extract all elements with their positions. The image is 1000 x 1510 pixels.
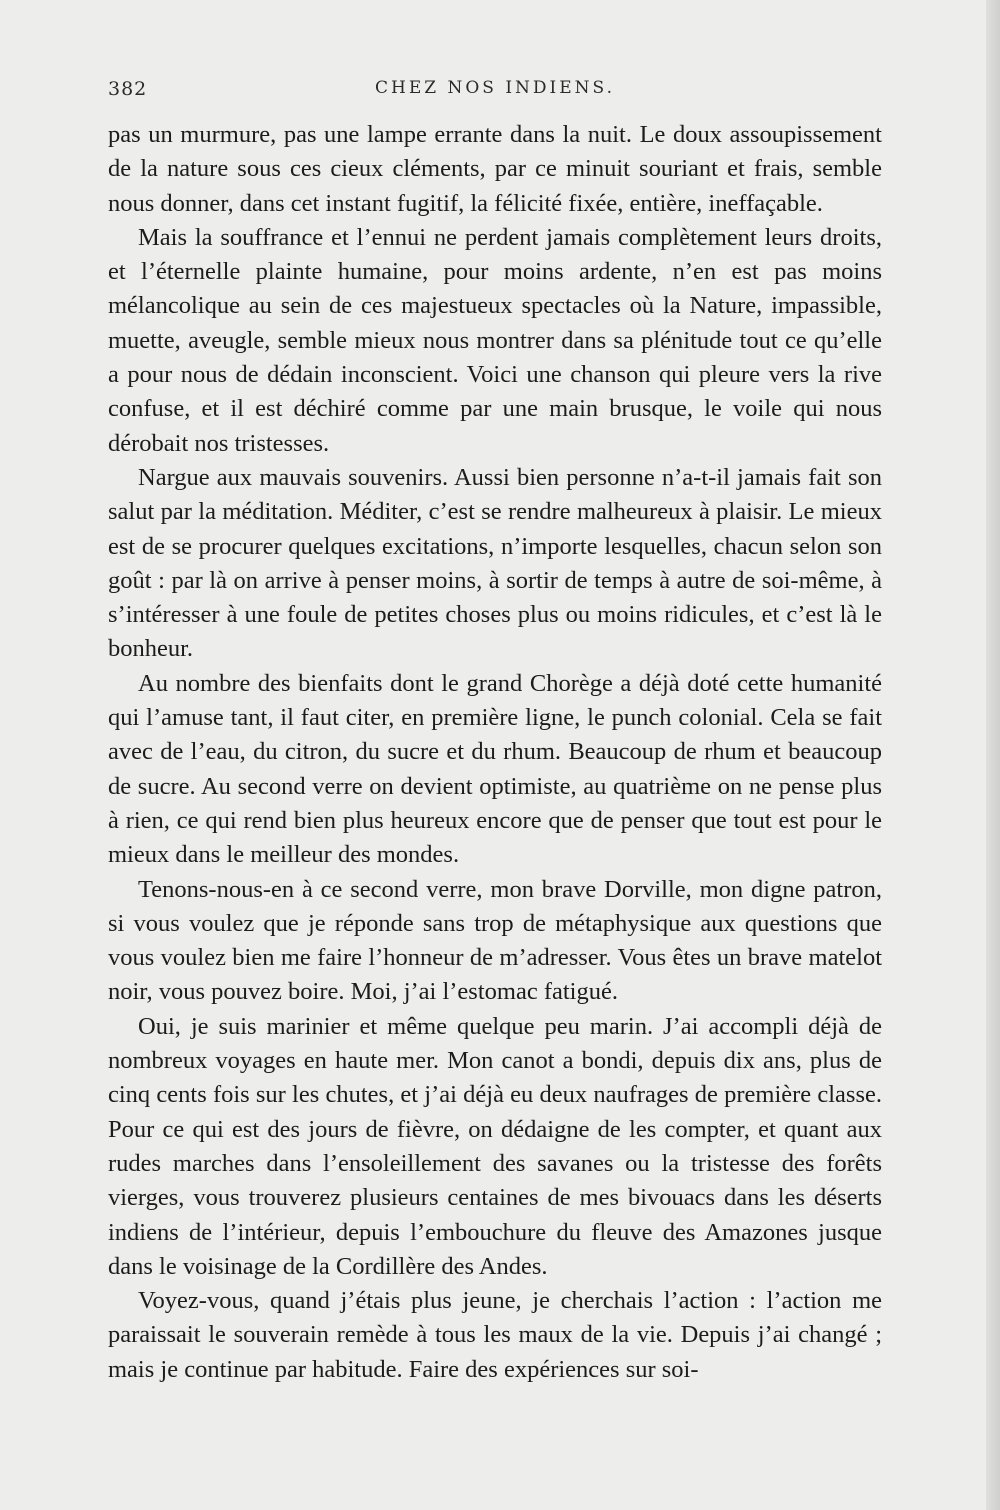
paragraph: Oui, je suis marinier et même quelque peu marin. J’ai accompli déjà de nombreux voyages en haute mer. Mon canot a bondi, depuis dix ans, plus de cinq cents fois sur les chutes, et j’ai déjà eu deux naufrages de première classe. Pour ce qui est des jours de fièvre, on dédaigne de les compter, et quant aux rudes marches dans l’ensoleillement des savanes ou la tristesse des forêts vierges, vous trouverez plusieurs centaines de mes bivouacs dans les déserts indiens de l’intérieur, depuis l’embouchure du fleuve des Amazones jusque dans le voisinage de la Cordillère des Andes. [108,1012,882,1280]
paragraph: Au nombre des bienfaits dont le grand Chorège a déjà doté cette humanité qui l’amuse tant, il faut citer, en première ligne, le punch colonial. Cela se fait avec de l’eau, du citron, du sucre et du rhum. Beaucoup de rhum et beaucoup de sucre. Au second verre on devient optimiste, au quatrième on ne pense plus à rien, ce qui rend bien plus heureux encore que de penser que tout est pour le mieux dans le meilleur des mondes. [108,669,882,869]
paragraph: Mais la souffrance et l’ennui ne perdent jamais complètement leurs droits, et l’éternelle plainte humaine, pour moins ardente, n’en est pas moins mélancolique au sein de ces majestueux spectacles où la Nature, impassible, muette, aveugle, semble mieux nous montrer dans sa plénitude tout ce qu’elle a pour nous de dédain inconscient. Voici une chanson qui pleure vers la rive confuse, et il est déchiré comme par une main brusque, le voile qui nous dérobait nos tristesses. [108,223,882,457]
paragraph: Nargue aux mauvais souvenirs. Aussi bien personne n’a-t-il jamais fait son salut par la méditation. Méditer, c’est se rendre malheureux à plaisir. Le mieux est de se procurer quelques excitations, n’importe lesquelles, chacun selon son goût : par là on arrive à penser moins, à sortir de temps à autre de soi-même, à s’intéresser à une foule de petites choses plus ou moins ridicules, et c’est là le bonheur. [108,463,882,663]
paragraph: pas un murmure, pas une lampe errante dans la nuit. Le doux assoupissement de la nature sous ces cieux cléments, par ce minuit souriant et frais, semble nous donner, dans cet instant fugitif, la félicité fixée, entière, ineffaçable. [108,121,882,217]
page-header [108,78,882,108]
scan-edge-shadow [986,0,1000,1510]
paragraph: Tenons-nous-en à ce second verre, mon brave Dorville, mon digne patron, si vous voulez que je réponde sans trop de métaphysique aux questions que vous voulez bien me faire l’honneur de m’adresser. Vous êtes un brave matelot noir, vous pouvez boire. Moi, j’ai l’estomac fatigué. [108,875,882,1006]
paragraph: Voyez-vous, quand j’étais plus jeune, je cherchais l’action : l’action me paraissait le souverain remède à tous les maux de la vie. Depuis j’ai changé ; mais je continue par habitude. Faire des expériences sur soi- [108,1287,882,1383]
page-number: 382 [108,78,148,100]
body-text [108,118,882,1387]
running-title: CHEZ NOS INDIENS. [375,78,615,98]
